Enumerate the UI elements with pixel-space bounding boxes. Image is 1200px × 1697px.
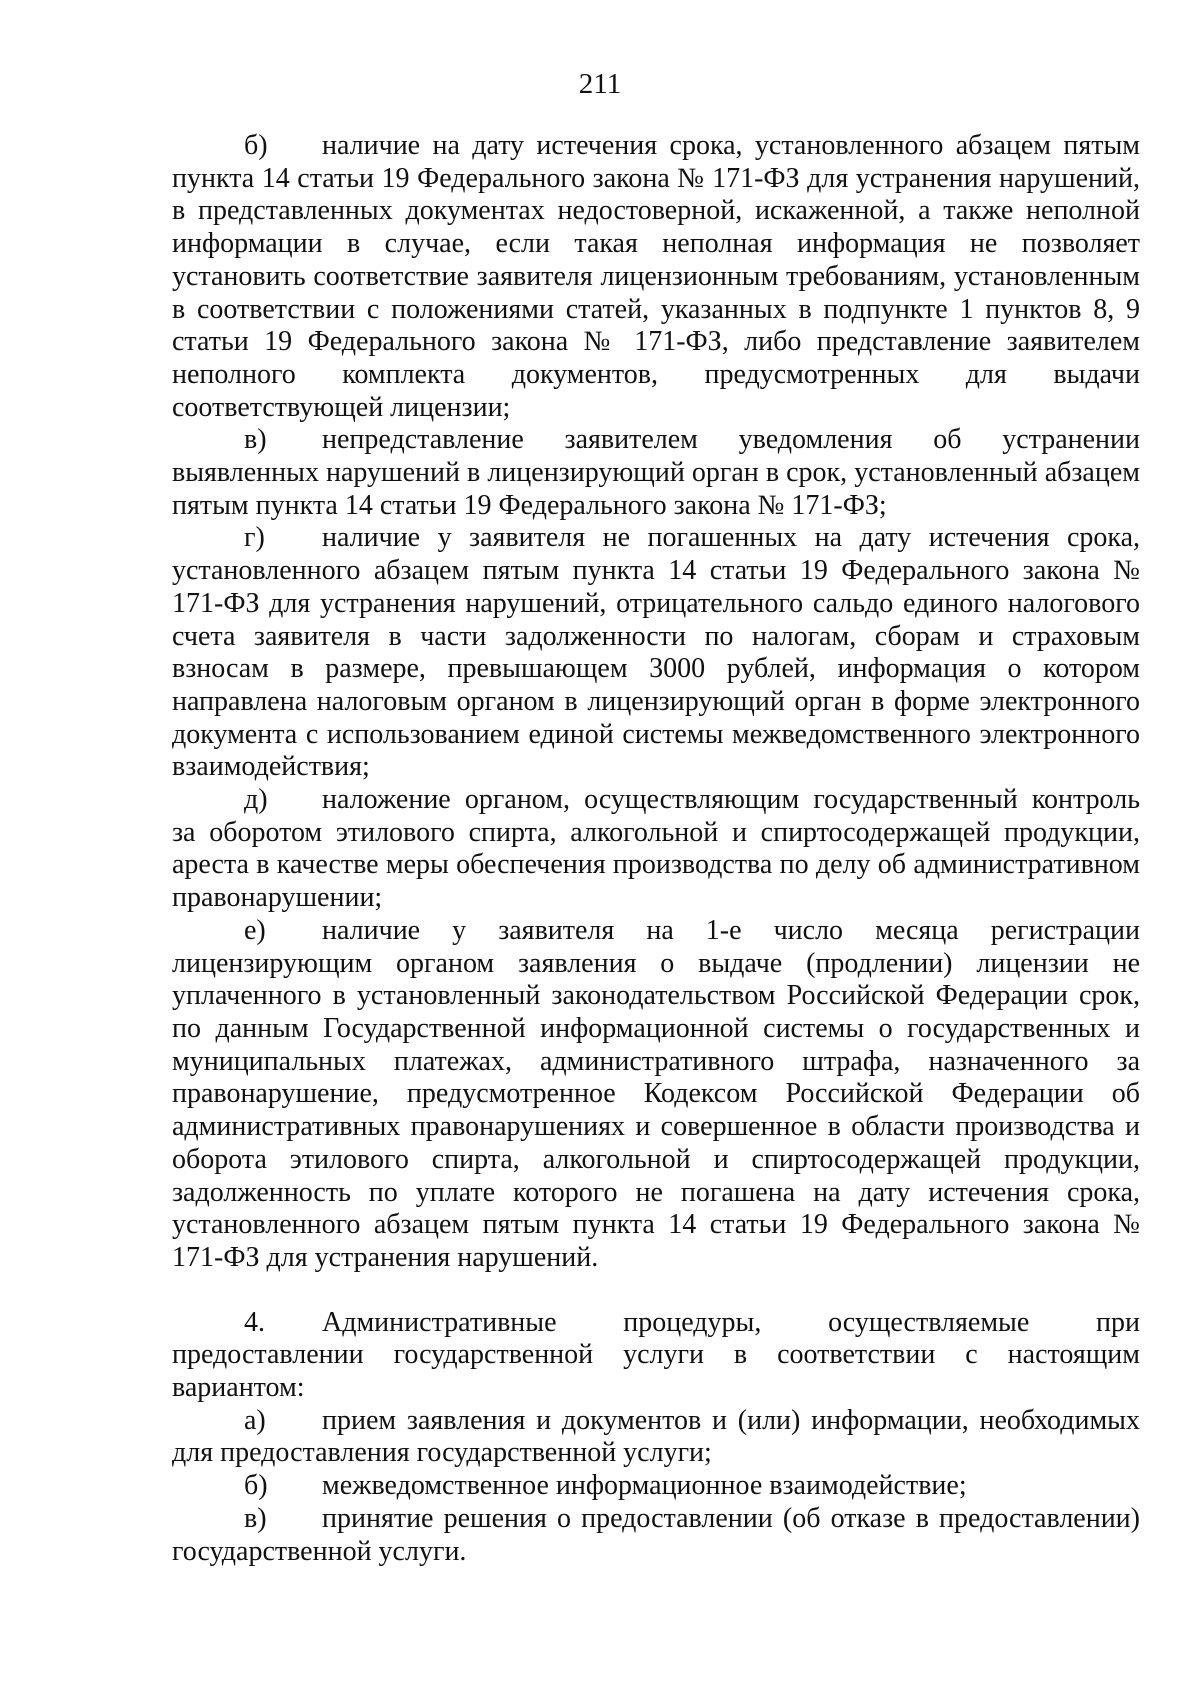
paragraph-text: наличие на дату истечения срока, установленного абзацем пятым пункта 14 статьи 19 Федерального закона № 171-ФЗ для устранения нарушений, в представленных документах недостоверной, искаженной, а также неполной информации в случае, если такая неполная информация не позволяет установить соответствие заявителя лицензионным требованиям, установленным в соответствии с положениями статей, указанных в подпункте 1 пунктов 8, 9 статьи 19 Федерального закона № 171-ФЗ, либо представление заявителем неполного комплекта документов, предусмотренных для выдачи соответствующей лицензии; [172,130,1140,423]
paragraph-b [172,130,1140,424]
page-number: 211 [578,68,622,100]
paragraph-text: наличие у заявителя не погашенных на дату истечения срока, установленного абзацем пятым пункта 14 статьи 19 Федерального закона № 171-ФЗ для устранения нарушений, отрицательного сальдо единого налогового счета заявителя в части задолженности по налогам, сборам и страховым взносам в размере, превышающем 3000 рублей, информация о котором направлена налоговым органом в лицензирующий орган в форме электронного документа с использованием единой системы межведомственного электронного взаимодействия; [172,522,1140,783]
paragraph-v [172,424,1140,522]
procedure-item-b [172,1470,1140,1503]
paragraph-text: прием заявления и документов и (или) информации, необходимых для предоставления государственной услуги; [172,1404,1140,1469]
procedure-item-v [172,1503,1140,1568]
paragraph-marker: в) [244,1502,267,1534]
section-4-heading [172,1307,1140,1405]
paragraph-e [172,915,1140,1275]
paragraph-marker: в) [244,424,267,456]
paragraph-d [172,784,1140,915]
paragraph-text: наличие у заявителя на 1-е число месяца регистрации лицензирующим органом заявления о выдаче (продлении) лицензии не уплаченного в установленный законодательством Российской Федерации срок, по данным Государственной информационной системы о государственных и муниципальных платежах, административного штрафа, назначенного за правонарушение, предусмотренное Кодексом Российской Федерации об административных правонарушениях и совершенное в области производства и оборота этилового спирта, алкогольной и спиртосодержащей продукции, задолженность по уплате которого не погашена на дату истечения срока, установленного абзацем пятым пункта 14 статьи 19 Федерального закона № 171-ФЗ для устранения нарушений. [172,914,1140,1273]
paragraph-marker: а) [244,1404,266,1436]
paragraph-marker: е) [244,914,266,946]
paragraph-text: принятие решения о предоставлении (об отказе в предоставлении) государственной услуги. [172,1502,1140,1567]
paragraph-text: Административные процедуры, осуществляемые при предоставлении государственной услуги в соответствии с настоящим вариантом: [172,1306,1140,1404]
paragraph-marker: б) [244,1470,268,1502]
section-number: 4. [244,1306,265,1338]
procedure-item-a [172,1405,1140,1470]
paragraph-marker: д) [244,784,268,816]
paragraph-text: непредставление заявителем уведомления об устранении выявленных нарушений в лицензирующий орган в срок, установленный абзацем пятым пункта 14 статьи 19 Федерального закона № 171-ФЗ; [172,424,1140,521]
paragraph-g [172,522,1140,784]
paragraph-text: межведомственное информационное взаимодействие; [322,1470,967,1502]
document-body [172,130,1140,1568]
paragraph-text: наложение органом, осуществляющим государственный контроль за оборотом этилового спирта, алкогольной и спиртосодержащей продукции, ареста в качестве меры обеспечения производства по делу об административном правонарушении; [172,784,1140,914]
paragraph-marker: г) [244,522,265,554]
paragraph-marker: б) [244,130,268,161]
